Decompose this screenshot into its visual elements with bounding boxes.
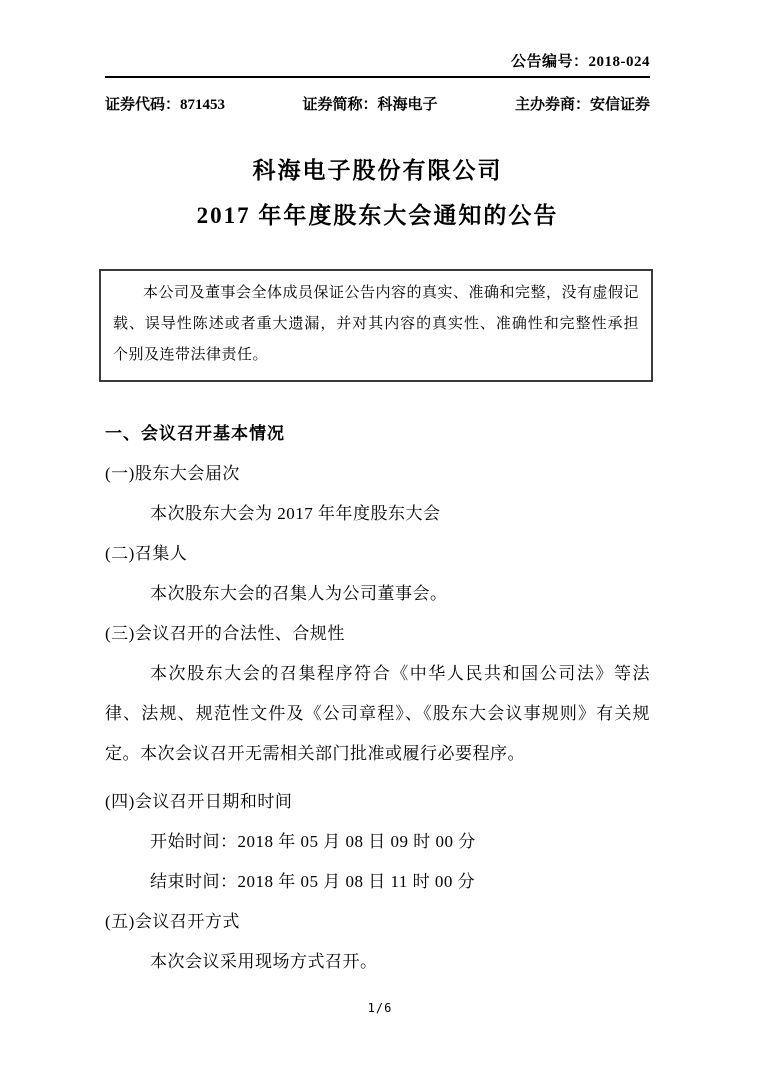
page-number: 1/6 xyxy=(367,1001,393,1015)
securities-info-row xyxy=(105,96,650,114)
item-label-meeting-method: (五)会议召开方式 xyxy=(105,912,240,931)
item-body-end-time: 结束时间：2018 年 05 月 08 日 11 时 00 分 xyxy=(150,872,476,891)
item-body-meeting-session: 本次股东大会为 2017 年年度股东大会 xyxy=(150,504,441,523)
item-body-meeting-method: 本次会议采用现场方式召开。 xyxy=(150,952,378,971)
item-body-legality: 本次股东大会的召集程序符合《中华人民共和国公司法》等法律、法规、规范性文件及《公司章程》、《股东大会议事规则》有关规定。本次会议召开无需相关部门批准或履行必要程序。 xyxy=(105,664,650,763)
disclaimer-text: 本公司及董事会全体成员保证公告内容的真实、准确和完整，没有虚假记载、误导性陈述或者重大遗漏，并对其内容的真实性、准确性和完整性承担个别及连带法律责任。 xyxy=(113,285,640,363)
document-title xyxy=(105,158,650,229)
disclaimer-box xyxy=(99,269,653,382)
header-divider-line xyxy=(105,76,650,78)
stock-short-name: 证券简称：科海电子 xyxy=(302,97,438,113)
announcement-number: 公告编号：2018-024 xyxy=(511,54,650,70)
item-label-convener: (二)召集人 xyxy=(105,544,188,563)
item-label-meeting-session: (一)股东大会届次 xyxy=(105,464,240,483)
item-body-convener: 本次股东大会的召集人为公司董事会。 xyxy=(150,584,448,603)
item-label-date-time: (四)会议召开日期和时间 xyxy=(105,792,293,811)
sponsor-broker: 主办券商：安信证券 xyxy=(514,97,650,113)
item-label-legality: (三)会议召开的合法性、合规性 xyxy=(105,624,345,643)
item-body-start-time: 开始时间：2018 年 05 月 08 日 09 时 00 分 xyxy=(150,832,476,851)
stock-code: 证券代码：871453 xyxy=(105,97,226,113)
announcement-title: 2017 年年度股东大会通知的公告 xyxy=(196,203,559,228)
section-heading-meeting-basic-info: 一、会议召开基本情况 xyxy=(105,424,285,443)
company-name-title: 科海电子股份有限公司 xyxy=(252,158,503,183)
